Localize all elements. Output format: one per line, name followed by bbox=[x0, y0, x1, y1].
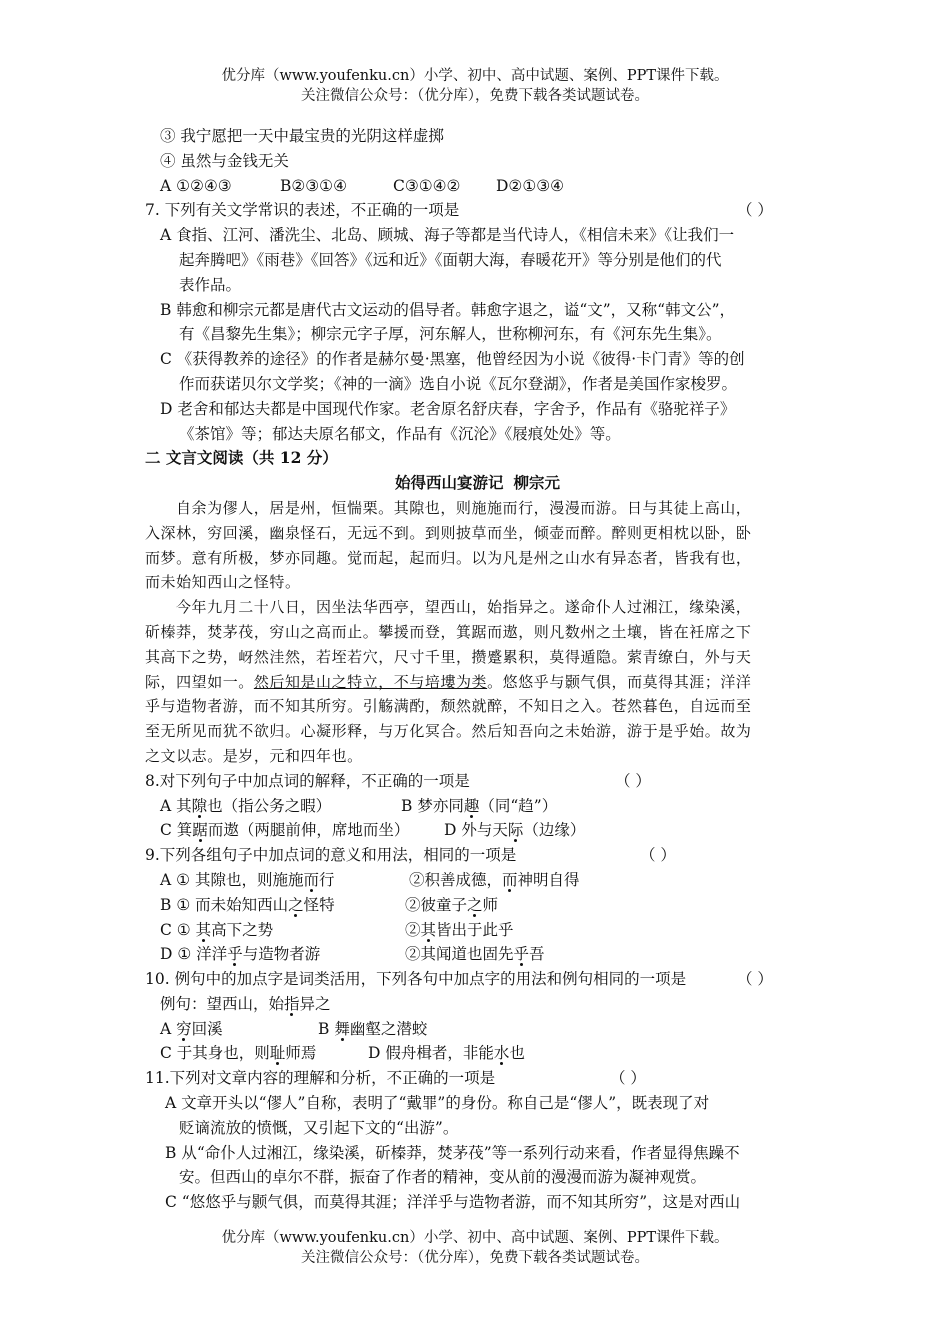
q10-example-dotted: 指 bbox=[284, 994, 300, 1013]
q6-option-d: D②①③④ bbox=[496, 176, 565, 195]
q10-options-row-2 bbox=[145, 1041, 810, 1066]
passage-p1-line-4: 而未始知西山之怪特。 bbox=[145, 573, 301, 592]
q8-options-row-1 bbox=[145, 794, 810, 819]
passage-author: 柳宗元 bbox=[513, 473, 561, 493]
q9-b1-dotted: 之 bbox=[288, 895, 304, 914]
q9-option-c-1 bbox=[160, 918, 405, 943]
q10-b-dotted: 舞 bbox=[334, 1019, 350, 1038]
q8-option-a-dotted: 隙 bbox=[191, 796, 208, 815]
header-line-1: 优分库（www.youfenku.cn）小学、初中、高中试题、案例、PPT课件下载。 bbox=[221, 68, 729, 84]
q7-option-a-line-3: 表作品。 bbox=[179, 275, 242, 294]
q8-option-b-suffix: （同“趋”） bbox=[479, 796, 558, 815]
q10-a-suffix: 回溪 bbox=[191, 1019, 223, 1038]
q6-options bbox=[145, 174, 810, 199]
q9-c2-prefix: ② bbox=[405, 920, 421, 939]
q9-a2-suffix: 神明自得 bbox=[517, 870, 580, 889]
q9-d1-prefix: D ① 洋洋 bbox=[160, 945, 228, 964]
q6-option-a: A ①②④③ bbox=[160, 176, 232, 195]
footer-line-2: 关注微信公众号：（优分库），免费下载各类试题试卷。 bbox=[301, 1250, 649, 1266]
passage-p1-line-2: 入深林，穷回溪，幽泉怪石，无远不到。到则披草而坐，倾壶而醉。醉则更相枕以卧，卧 bbox=[145, 523, 752, 542]
q10-example-prefix: 例句：望西山，始 bbox=[160, 994, 285, 1013]
q9-option-a bbox=[145, 868, 810, 893]
passage-p2-line-4 bbox=[145, 670, 810, 695]
q10-option-d bbox=[368, 1041, 525, 1066]
q11-option-c-line-1: C “悠悠乎与颢气俱，而莫得其涯；洋洋乎与造物者游，而不知其所穷”，这是对西山 bbox=[165, 1193, 741, 1212]
q10-c-prefix: C 于其身也，则 bbox=[160, 1044, 270, 1063]
footer-line-1: 优分库（www.youfenku.cn）小学、初中、高中试题、案例、PPT课件下载。 bbox=[221, 1230, 729, 1246]
q8-options-row-2 bbox=[145, 818, 810, 843]
q9-c1-dotted: 其 bbox=[195, 920, 212, 939]
section-2-heading: 二 文言文阅读（共 12 分） bbox=[145, 448, 338, 468]
q11-option-b-line-1: B 从“命仆人过湘江，缘染溪，斫榛莽，焚茅茷”等一系列行动来看，作者显得焦躁不 bbox=[165, 1143, 740, 1162]
passage-p2-line-4-start: 际，四望如一。 bbox=[145, 672, 254, 691]
page-header bbox=[0, 66, 950, 106]
q9-a2-dotted: 而 bbox=[502, 870, 518, 889]
q9-option-c-2 bbox=[405, 918, 514, 943]
q10-a-dotted: 穷 bbox=[176, 1019, 192, 1038]
q8-option-a-suffix: 也（指公务之暇） bbox=[207, 796, 332, 815]
underlined-sentence: 然后知是山之特立，不与培塿为类 bbox=[253, 672, 488, 691]
q9-option-b-2 bbox=[405, 893, 498, 918]
q9-option-c bbox=[145, 918, 810, 943]
q8-option-b bbox=[401, 794, 557, 819]
q9-a2-prefix: ②积善成德， bbox=[409, 870, 503, 889]
q11-answer-paren: （ ） bbox=[610, 1069, 646, 1088]
q10-option-a bbox=[160, 1017, 318, 1042]
q10-stem: 10. 例句中的加点字是词类活用，下列各句中加点字的用法和例句相同的一项是 bbox=[145, 970, 687, 989]
q8-option-c bbox=[160, 818, 444, 843]
q11-stem: 11.下列对文章内容的理解和分析，不正确的一项是 bbox=[145, 1069, 496, 1088]
passage-p2-line-2: 斫榛莽，焚茅茷，穷山之高而止。攀援而登，箕踞而遨，则凡数州之土壤，皆在衽席之下 bbox=[145, 622, 752, 641]
passage-p2-line-3: 其高下之势，岈然洼然，若垤若穴，尺寸千里，攒蹙累积，莫得遁隐。萦青缭白，外与天 bbox=[145, 647, 752, 666]
q10-d-suffix: 也 bbox=[509, 1044, 525, 1063]
q10-a-prefix: A bbox=[160, 1019, 177, 1038]
q7-option-d-line-2: 《茶馆》等；郁达夫原名郁文，作品有《沉沦》《屐痕处处》等。 bbox=[179, 424, 621, 443]
q9-d1-suffix: 与造物者游 bbox=[242, 945, 321, 964]
q7-option-b-line-1: B 韩愈和柳宗元都是唐代古文运动的倡导者。韩愈字退之，谥“文”，又称“韩文公”， bbox=[160, 300, 736, 319]
q10-d-prefix: D 假舟楫者，非能 bbox=[368, 1044, 494, 1063]
q9-d1-dotted: 乎 bbox=[227, 945, 243, 964]
q8-option-b-prefix: B 梦亦同 bbox=[401, 796, 464, 815]
q7-stem: 7. 下列有关文学常识的表述，不正确的一项是 bbox=[145, 201, 460, 220]
q10-example-suffix: 异之 bbox=[299, 994, 331, 1013]
q9-b1-prefix: B ① 而未始知西山 bbox=[160, 895, 289, 914]
passage-title: 始得西山宴游记 bbox=[394, 473, 504, 493]
q6-option-b: B②③①④ bbox=[280, 176, 347, 195]
q8-option-d-suffix: （边缘） bbox=[523, 821, 586, 840]
q8-option-a-prefix: A 其 bbox=[160, 796, 192, 815]
q10-b-prefix: B bbox=[318, 1019, 335, 1038]
q10-example bbox=[145, 992, 810, 1017]
q9-c2-suffix: 皆出于此乎 bbox=[436, 920, 514, 939]
q10-stem-line bbox=[145, 967, 810, 992]
q7-stem-line bbox=[145, 198, 810, 223]
q9-c1-suffix: 高下之势 bbox=[211, 920, 274, 939]
passage-p2-line-1: 今年九月二十八日，因坐法华西亭，望西山，始指异之。遂命仆人过湘江，缘染溪， bbox=[176, 598, 752, 617]
q11-option-a-line-1: A 文章开头以“僇人”自称，表明了“戴罪”的身份。称自己是“僇人”，既表现了对 bbox=[165, 1094, 710, 1113]
q9-a1-suffix: 行 bbox=[318, 870, 335, 889]
q11-option-a-line-2: 贬谪流放的愤慨，又引起下文的“出游”。 bbox=[179, 1118, 459, 1137]
q8-option-c-suffix: 而遨（两腿前伸，席地而坐） bbox=[207, 821, 410, 840]
q9-option-a-2 bbox=[409, 868, 580, 893]
q9-option-d-2 bbox=[405, 942, 545, 967]
q10-d-dotted: 水 bbox=[493, 1044, 510, 1063]
q9-b1-suffix: 怪特 bbox=[303, 895, 335, 914]
q8-option-d-prefix: D 外与天 bbox=[444, 821, 508, 840]
q9-b2-dotted: 之 bbox=[467, 895, 483, 914]
passage-p2-line-7: 之文以志。是岁，元和四年也。 bbox=[145, 746, 363, 765]
q7-option-a-line-2: 起奔腾吧》《雨巷》《回答》《远和近》《面朝大海，春暖花开》等分别是他们的代 bbox=[179, 250, 722, 269]
q9-d2-prefix: ②其闻道也固先 bbox=[405, 945, 514, 964]
q10-option-b bbox=[318, 1017, 427, 1042]
q10-b-suffix: 幽壑之潜蛟 bbox=[349, 1019, 428, 1038]
passage-title-line bbox=[145, 471, 810, 496]
q6-option-c: C③①④② bbox=[393, 176, 461, 195]
q9-d2-suffix: 吾 bbox=[529, 945, 545, 964]
q10-c-dotted: 耻 bbox=[269, 1044, 286, 1063]
q9-c2-dotted: 其 bbox=[420, 920, 437, 939]
passage-p2-line-6: 至无所见而犹不欲归。心凝形释，与万化冥合。然后知吾向之未始游，游于是乎始。故为 bbox=[145, 722, 752, 741]
page-footer bbox=[0, 1228, 950, 1268]
q9-option-b-1 bbox=[160, 893, 405, 918]
q7-option-c-line-1: C 《获得教养的途径》的作者是赫尔曼·黑塞，他曾经因为小说《彼得·卡门青》等的创 bbox=[160, 350, 745, 369]
q9-option-b bbox=[145, 893, 810, 918]
q8-stem-line bbox=[145, 769, 810, 794]
q9-a1-prefix: A ① 其隙也，则施施 bbox=[160, 870, 304, 889]
q9-a1-dotted: 而 bbox=[303, 870, 319, 889]
passage-p2-line-5: 乎与造物者游，而不知其所穷。引觞满酌，颓然就醉，不知日之入。苍然暮色，自远而至 bbox=[145, 697, 752, 716]
q9-d2-dotted: 乎 bbox=[513, 945, 530, 964]
q10-options-row-1 bbox=[145, 1017, 810, 1042]
passage-p1-line-3: 而梦。意有所极，梦亦同趣。觉而起，起而归。以为凡是州之山水有异态者，皆我有也， bbox=[145, 548, 752, 567]
q9-option-a-1 bbox=[160, 868, 409, 893]
q9-c1-prefix: C ① bbox=[160, 920, 196, 939]
q10-c-suffix: 师焉 bbox=[285, 1044, 317, 1063]
q9-answer-paren: （ ） bbox=[640, 846, 676, 865]
q6-item-3: ③ 我宁愿把一天中最宝贵的光阴这样虚掷 bbox=[160, 127, 444, 145]
q10-answer-paren: （ ） bbox=[737, 970, 773, 989]
passage-p2-line-4-end: 。悠悠乎与颢气俱，而莫得其涯；洋洋 bbox=[487, 672, 752, 691]
q7-option-c-line-2: 作而获诺贝尔文学奖；《神的一滴》选自小说《瓦尔登湖》，作者是美国作家梭罗。 bbox=[179, 374, 738, 393]
q9-stem: 9.下列各组句子中加点词的意义和用法，相同的一项是 bbox=[145, 846, 517, 865]
q8-option-d bbox=[444, 818, 585, 843]
q6-item-4: ④ 虽然与金钱无关 bbox=[160, 151, 289, 170]
q9-b2-prefix: ②彼童子 bbox=[405, 895, 468, 914]
q8-option-c-prefix: C 箕 bbox=[160, 821, 193, 840]
q11-option-b-line-2: 安。但西山的卓尔不群，振奋了作者的精神，变从前的漫漫而游为凝神观赏。 bbox=[179, 1168, 707, 1187]
q9-b2-suffix: 师 bbox=[482, 895, 499, 914]
q7-answer-paren: （ ） bbox=[737, 201, 773, 220]
q8-option-a bbox=[160, 794, 401, 819]
q9-option-d bbox=[145, 942, 810, 967]
q9-option-d-1 bbox=[160, 942, 405, 967]
q8-stem: 8.对下列句子中加点词的解释，不正确的一项是 bbox=[145, 771, 470, 790]
q7-option-b-line-2: 有《昌黎先生集》；柳宗元字子厚，河东解人，世称柳河东，有《河东先生集》。 bbox=[179, 325, 722, 344]
q9-stem-line bbox=[145, 843, 810, 868]
q7-option-d-line-1: D 老舍和郁达夫都是中国现代作家。老舍原名舒庆春，字舍予，作品有《骆驼祥子》 bbox=[160, 399, 736, 418]
passage-p1-line-1: 自余为僇人，居是州，恒惴栗。其隙也，则施施而行，漫漫而游。日与其徒上高山， bbox=[176, 498, 752, 517]
q10-option-c bbox=[160, 1041, 368, 1066]
exam-content bbox=[145, 124, 810, 1215]
header-line-2: 关注微信公众号：（优分库），免费下载各类试题试卷。 bbox=[301, 88, 649, 104]
q7-option-a-line-1: A 食指、江河、潘洗尘、北岛、顾城、海子等都是当代诗人，《相信未来》《让我们一 bbox=[160, 226, 735, 245]
q8-option-b-dotted: 趣 bbox=[463, 796, 480, 815]
q8-option-d-dotted: 际 bbox=[507, 821, 524, 840]
q8-option-c-dotted: 踞 bbox=[192, 821, 208, 840]
q11-stem-line bbox=[145, 1066, 810, 1091]
q8-answer-paren: （ ） bbox=[615, 771, 651, 790]
